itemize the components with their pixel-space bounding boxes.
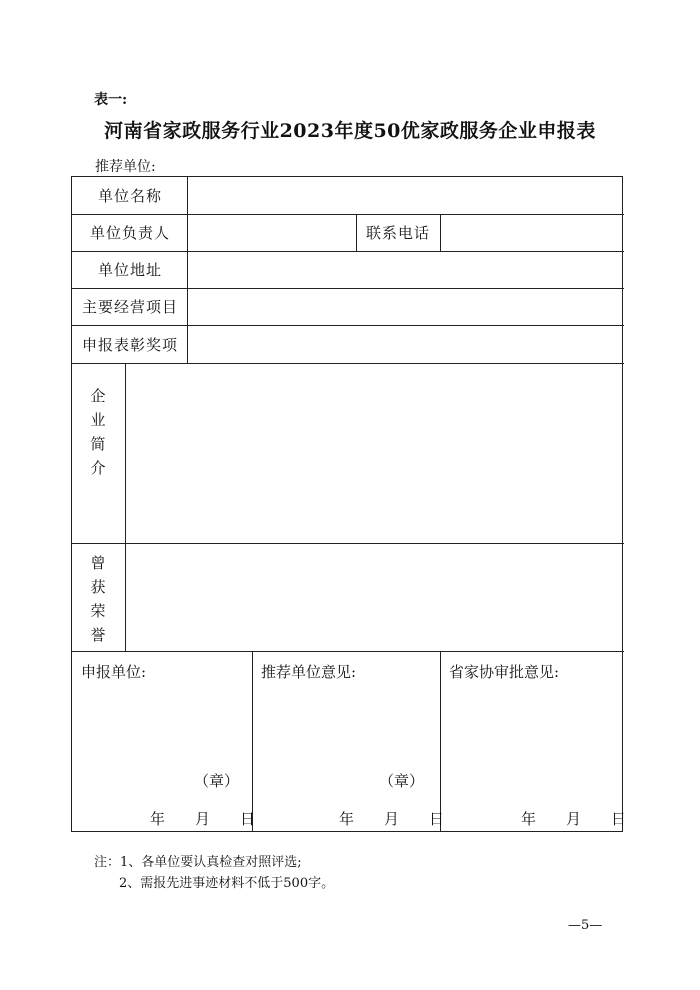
main-business-label: 主要经营项目 (82, 298, 179, 316)
award-item-field[interactable] (188, 326, 623, 362)
month-label: 月 (566, 810, 582, 828)
association-approval-title: 省家协审批意见: (449, 663, 560, 681)
document-title: 河南省家政服务行业2023年度50优家政服务企业申报表 (104, 120, 596, 142)
year-label: 年 (339, 810, 355, 828)
applicant-signature-title: 申报单位: (81, 663, 147, 681)
honors-field[interactable] (126, 544, 623, 650)
column-divider (356, 214, 357, 251)
main-business-field[interactable] (188, 289, 623, 324)
recommender-date (339, 808, 444, 829)
year-label: 年 (521, 810, 537, 828)
association-date (521, 808, 626, 829)
applicant-date (150, 808, 255, 829)
unit-leader-field[interactable] (188, 215, 355, 250)
recommender-seal-label: （章） (379, 772, 425, 790)
recommender-label: 推荐单位: (95, 159, 156, 175)
company-intro-label: 企业简介 (90, 387, 106, 477)
note-line-2: 2、需报先进事迹材料不低于500字。 (119, 876, 335, 891)
page-number: —5— (568, 918, 603, 933)
unit-name-field[interactable] (188, 178, 623, 213)
association-approval-area[interactable] (441, 652, 627, 831)
award-item-label: 申报表彰奖项 (82, 336, 179, 354)
unit-name-label: 单位名称 (98, 187, 163, 205)
day-label: 日 (240, 810, 256, 828)
application-form-table (71, 176, 627, 832)
unit-address-field[interactable] (188, 252, 623, 287)
recommender-signature-area[interactable] (253, 652, 445, 831)
contact-phone-field[interactable] (441, 215, 623, 250)
day-label: 日 (429, 810, 445, 828)
notes (94, 852, 334, 894)
note-line-1: 注：1、各单位要认真检查对照评选; (94, 855, 302, 870)
year-label: 年 (150, 810, 166, 828)
unit-leader-label: 单位负责人 (90, 224, 171, 242)
company-intro-field[interactable] (126, 364, 623, 542)
table-label: 表一: (94, 92, 128, 108)
month-label: 月 (384, 810, 400, 828)
month-label: 月 (195, 810, 211, 828)
applicant-signature-area[interactable] (72, 652, 256, 831)
day-label: 日 (611, 810, 627, 828)
recommender-opinion-title: 推荐单位意见: (261, 663, 357, 681)
contact-phone-label: 联系电话 (366, 224, 431, 242)
honors-label: 曾获荣誉 (90, 554, 106, 644)
applicant-seal-label: （章） (194, 772, 240, 790)
unit-address-label: 单位地址 (98, 261, 163, 279)
